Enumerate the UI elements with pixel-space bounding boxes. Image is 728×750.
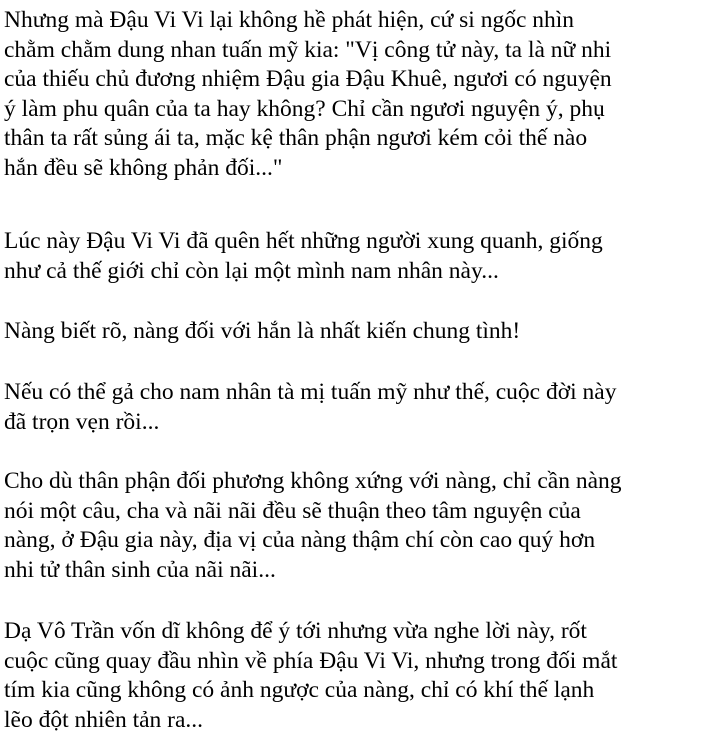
text-line: lẽo đột nhiên tản ra... bbox=[4, 706, 204, 733]
text-line: Dạ Vô Trần vốn dĩ không để ý tới nhưng vừa nghe lời này, rốt bbox=[4, 618, 587, 644]
text-line: Cho dù thân phận đối phương không xứng với nàng, chỉ cần nàng bbox=[4, 468, 622, 494]
text-line: tím kia cũng không có ảnh ngược của nàng, chỉ có khí thế lạnh bbox=[4, 677, 595, 703]
text-line: Lúc này Đậu Vi Vi đã quên hết những người xung quanh, giống bbox=[4, 228, 603, 254]
text-line: đã trọn vẹn rồi... bbox=[4, 408, 160, 435]
text-line: cuộc cũng quay đầu nhìn về phía Đậu Vi Vi, nhưng trong đối mắt bbox=[4, 647, 618, 674]
text-line: chằm chằm dung nhan tuấn mỹ kia: "Vị công tử này, ta là nữ nhi bbox=[4, 36, 612, 63]
text-line: nói một câu, cha và nãi nãi đều sẽ thuận theo tâm nguyện của bbox=[4, 497, 581, 524]
text-line: Nhưng mà Đậu Vi Vi lại không hề phát hiện, cứ si ngốc nhìn bbox=[4, 7, 575, 33]
text-line: như cả thế giới chỉ còn lại một mình nam nhân này... bbox=[4, 257, 499, 284]
paragraph-5 bbox=[4, 467, 622, 585]
text-line: nàng, ở Đậu gia này, địa vị của nàng thậm chí còn cao quý hơn bbox=[4, 527, 596, 553]
text-line: của thiếu chủ đương nhiệm Đậu gia Đậu Khuê, ngươi có nguyện bbox=[4, 66, 612, 92]
paragraph-1 bbox=[4, 6, 612, 183]
text-line: thân ta rất sủng ái ta, mặc kệ thân phận ngươi kém cỏi thế nào bbox=[4, 125, 588, 151]
paragraph-2 bbox=[4, 227, 603, 286]
text-line: nhi tử thân sinh của nãi nãi... bbox=[4, 556, 276, 583]
text-line: hắn đều sẽ không phản đối..." bbox=[4, 154, 283, 181]
text-line: Nếu có thể gả cho nam nhân tà mị tuấn mỹ như thế, cuộc đời này bbox=[4, 379, 617, 405]
text-line: ý làm phu quân của ta hay không? Chỉ cần ngươi nguyện ý, phụ bbox=[4, 95, 605, 122]
paragraph-6 bbox=[4, 617, 617, 735]
paragraph-4 bbox=[4, 378, 617, 437]
text-line: Nàng biết rõ, nàng đối với hắn là nhất kiến chung tình! bbox=[4, 318, 521, 344]
paragraph-3 bbox=[4, 317, 520, 347]
